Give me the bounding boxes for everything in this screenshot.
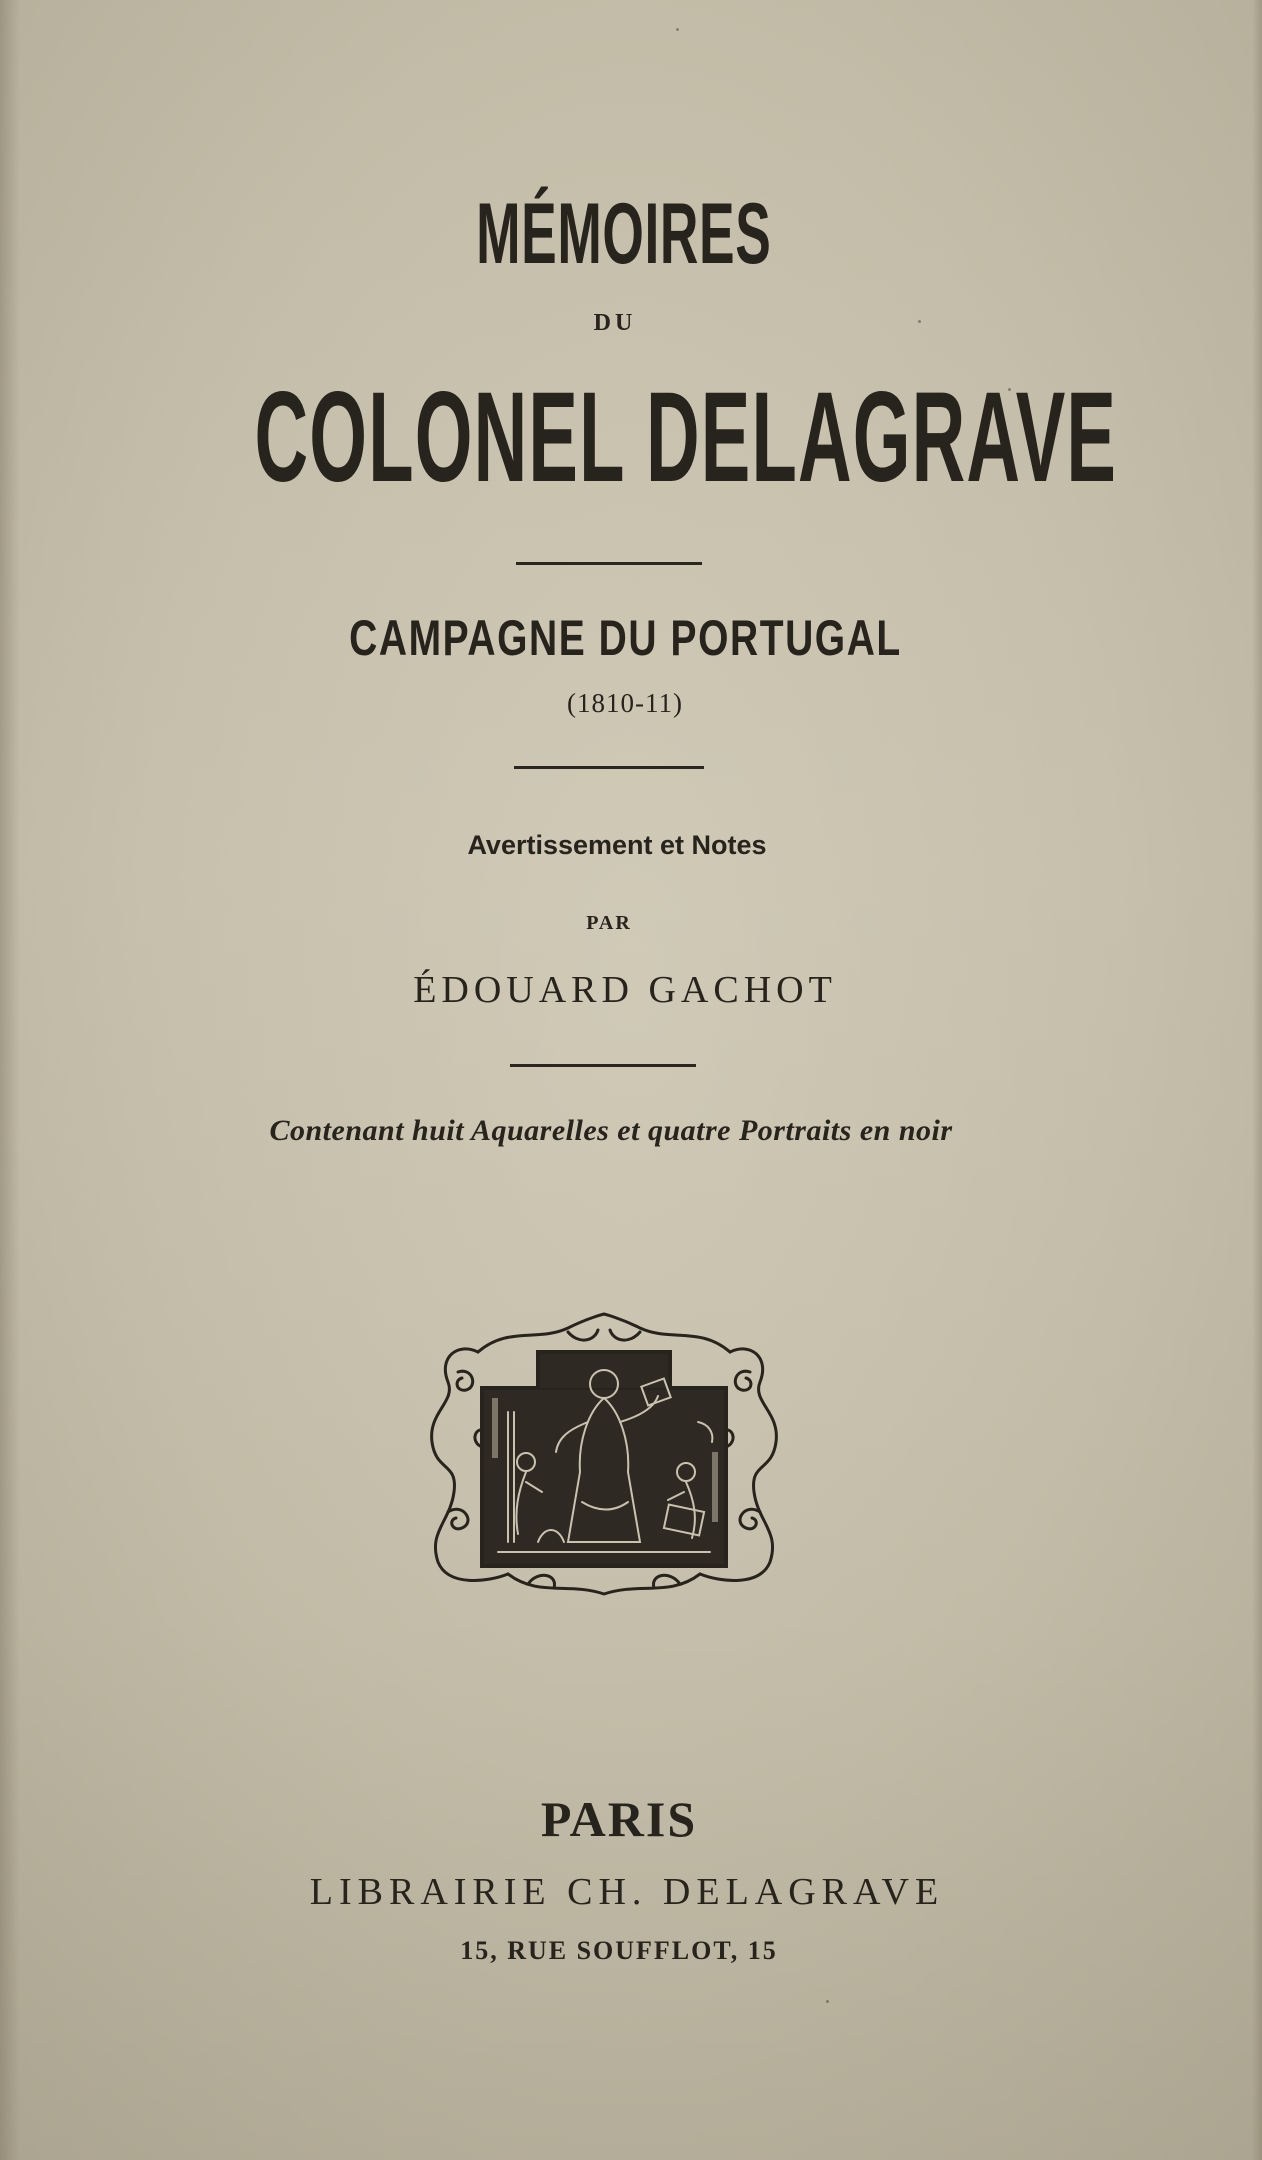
title-colonel-delagrave: COLONEL DELAGRAVE [254, 366, 1118, 509]
by-line: PAR [586, 912, 632, 934]
author-name: ÉDOUARD GACHOT [413, 969, 837, 1011]
publisher-name: LIBRAIRIE CH. DELAGRAVE [309, 1871, 945, 1913]
printers-mark-icon [418, 1312, 790, 1602]
paper-speck [826, 2000, 829, 2003]
divider-rule-3 [510, 1064, 696, 1067]
publisher-address: 15, RUE SOUFFLOT, 15 [460, 1936, 778, 1965]
paper-speck [918, 320, 921, 323]
notes-line: Avertissement et Notes [467, 830, 767, 860]
paper-speck [1008, 388, 1011, 391]
subtitle-years: (1810-11) [567, 688, 683, 718]
paper-speck [676, 28, 679, 31]
subtitle-campagne: CAMPAGNE DU PORTUGAL [349, 610, 902, 666]
contents-note: Contenant huit Aquarelles et quatre Portraits en noir [269, 1114, 953, 1147]
publication-city: PARIS [540, 1791, 698, 1847]
title-du: DU [593, 310, 637, 336]
divider-rule-2 [514, 766, 704, 769]
divider-rule-1 [516, 562, 702, 565]
title-memoires: MÉMOIRES [476, 186, 772, 282]
